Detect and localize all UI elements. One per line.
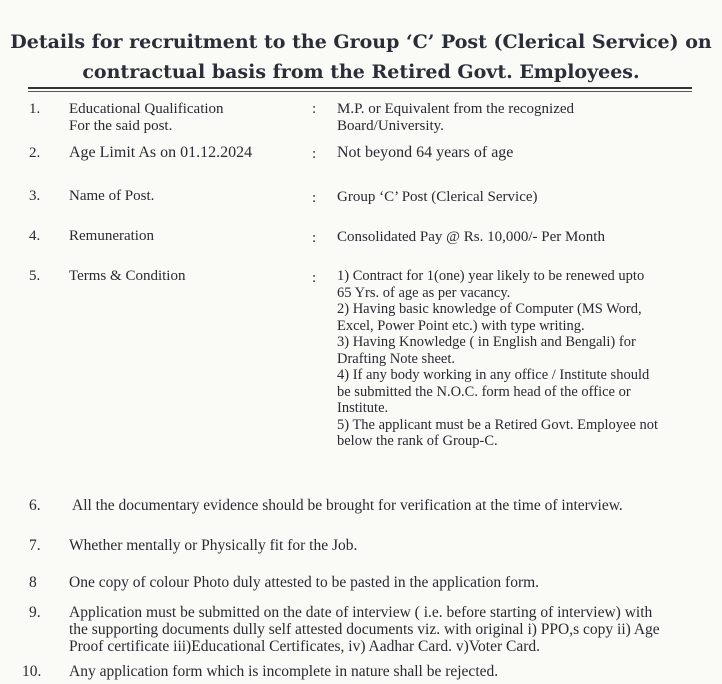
note-text: Proof certificate iii)Educational Certificates, iv) Aadhar Card. v)Voter Card.: [69, 638, 541, 655]
term-line: 4) If any body working in any office / Institute should: [337, 367, 650, 383]
title-divider-thin: [28, 91, 692, 92]
term-line: Excel, Power Point etc.) with type writing.: [337, 317, 585, 334]
item-number: 5.: [29, 268, 41, 284]
term-item: [337, 367, 707, 417]
item-number: 3.: [29, 188, 41, 204]
title-divider: [28, 87, 692, 89]
note-number: 9.: [29, 604, 41, 621]
item-colon: :: [312, 101, 317, 117]
note-text: the supporting documents dully self attested documents viz. with original i) PPO,s copy ii) Age: [69, 621, 660, 638]
title-line-2: contractual basis from the Retired Govt. Employees.: [82, 61, 640, 83]
item-number: 1.: [29, 101, 41, 117]
note-text: Any application form which is incomplete in nature shall be rejected.: [69, 663, 499, 680]
term-line: 65 Yrs. of age as per vacancy.: [337, 284, 511, 301]
item-colon: :: [312, 146, 317, 162]
item-value: Group ‘C’ Post (Clerical Service): [337, 189, 538, 205]
item-number: 4.: [29, 228, 41, 244]
document-title: [0, 27, 722, 87]
item-label: Age Limit As on 01.12.2024: [69, 144, 253, 161]
item-label-cont: For the said post.: [69, 118, 173, 134]
note-text: All the documentary evidence should be brought for verification at the time of interview.: [72, 497, 623, 514]
terms-list: [337, 268, 707, 450]
term-line: below the rank of Group-C.: [337, 433, 498, 449]
item-number: 2.: [29, 145, 41, 161]
item-value: Consolidated Pay @ Rs. 10,000/- Per Month: [337, 229, 605, 245]
note-number: 8: [29, 574, 37, 591]
item-label: Educational Qualification: [69, 101, 224, 117]
item-label: Terms & Condition: [69, 268, 186, 284]
note-text: Whether mentally or Physically fit for the Job.: [69, 537, 358, 554]
note-number: 10.: [22, 663, 42, 680]
term-item: [337, 268, 707, 301]
item-value: Not beyond 64 years of age: [337, 144, 514, 161]
term-line: Drafting Note sheet.: [337, 350, 455, 367]
note-text: One copy of colour Photo duly attested to be pasted in the application form.: [69, 574, 540, 591]
item-colon: :: [312, 190, 317, 206]
term-line: 1) Contract for 1(one) year likely to be renewed upto: [337, 268, 645, 284]
term-line: Institute.: [337, 400, 389, 416]
term-item: [337, 334, 707, 367]
item-colon: :: [312, 230, 317, 246]
item-colon: :: [312, 270, 317, 286]
note-number: 6.: [29, 497, 41, 514]
term-line: 3) Having Knowledge ( in English and Bengali) for: [337, 334, 636, 350]
title-line-1: Details for recruitment to the Group ‘C’ Post (Clerical Service) on: [10, 31, 712, 53]
item-label: Remuneration: [69, 228, 154, 244]
term-line: 5) The applicant must be a Retired Govt. Employee not: [337, 416, 659, 433]
term-line: be submitted the N.O.C. form head of the office or: [337, 383, 631, 400]
term-item: [337, 301, 707, 334]
item-value-cont: Board/University.: [337, 118, 444, 134]
item-value: M.P. or Equivalent from the recognized: [337, 101, 575, 117]
term-item: [337, 417, 707, 450]
note-number: 7.: [29, 537, 41, 554]
term-line: 2) Having basic knowledge of Computer (MS Word,: [337, 301, 642, 317]
item-label: Name of Post.: [69, 188, 155, 204]
note-text: Application must be submitted on the date of interview ( i.e. before starting of interview) with: [69, 604, 653, 621]
